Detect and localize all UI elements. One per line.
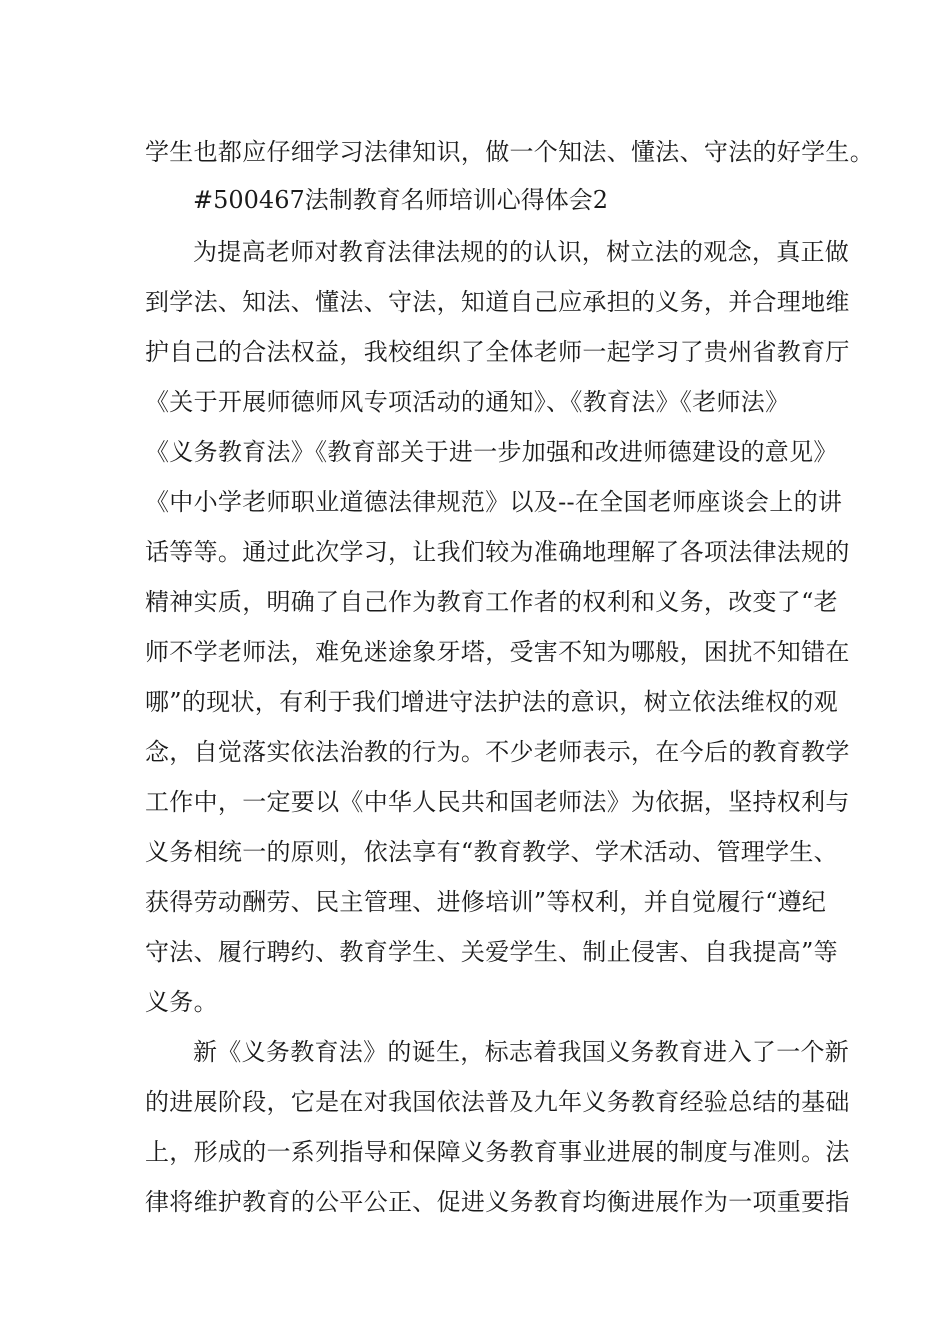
text-line: 律将维护教育的公平公正、促进义务教育均衡进展作为一项重要指 <box>145 1188 850 1216</box>
text-line: 哪”的现状，有利于我们增进守法护法的意识，树立依法维权的观 <box>145 688 838 716</box>
text-line: 护自己的合法权益，我校组织了全体老师一起学习了贵州省教育厅 <box>145 338 850 366</box>
text-line: 《中小学老师职业道德法律规范》以及--在全国老师座谈会上的讲 <box>145 488 843 516</box>
text-line: 工作中，一定要以《中华人民共和国老师法》为依据，坚持权利与 <box>145 788 850 816</box>
text-line: 师不学老师法，难免迷途象牙塔，受害不知为哪般，困扰不知错在 <box>145 638 850 666</box>
text-line: 话等等。通过此次学习，让我们较为准确地理解了各项法律法规的 <box>145 538 850 566</box>
text-line: 的进展阶段，它是在对我国依法普及九年义务教育经验总结的基础 <box>145 1088 850 1116</box>
text-line: 义务相统一的原则，依法享有“教育教学、学术活动、管理学生、 <box>145 838 838 866</box>
text-line: 守法、履行聘约、教育学生、关爱学生、制止侵害、自我提高”等 <box>145 938 838 966</box>
paragraph-first-line: 新《义务教育法》的诞生，标志着我国义务教育进入了一个新 <box>193 1038 850 1066</box>
text-line: 精神实质，明确了自己作为教育工作者的权利和义务，改变了“老 <box>145 588 838 616</box>
text-line: 念，自觉落实依法治教的行为。不少老师表示，在今后的教育教学 <box>145 738 850 766</box>
section-heading: #500467法制教育名师培训心得体会2 <box>193 186 608 214</box>
text-line: 《义务教育法》《教育部关于进一步加强和改进师德建设的意见》 <box>145 438 838 466</box>
text-line: 《关于开展师德师风专项活动的通知》、《教育法》《老师法》 <box>145 388 790 416</box>
text-line: 学生也都应仔细学习法律知识，做一个知法、懂法、守法的好学生。 <box>145 138 874 166</box>
paragraph-first-line: 为提高老师对教育法律法规的的认识，树立法的观念，真正做 <box>193 238 850 266</box>
text-line: 义务。 <box>145 988 218 1016</box>
text-line: 到学法、知法、懂法、守法，知道自己应承担的义务，并合理地维 <box>145 288 850 316</box>
text-line: 上，形成的一系列指导和保障义务教育事业进展的制度与准则。法 <box>145 1138 850 1166</box>
text-line: 获得劳动酬劳、民主管理、进修培训”等权利，并自觉履行“遵纪 <box>145 888 827 916</box>
